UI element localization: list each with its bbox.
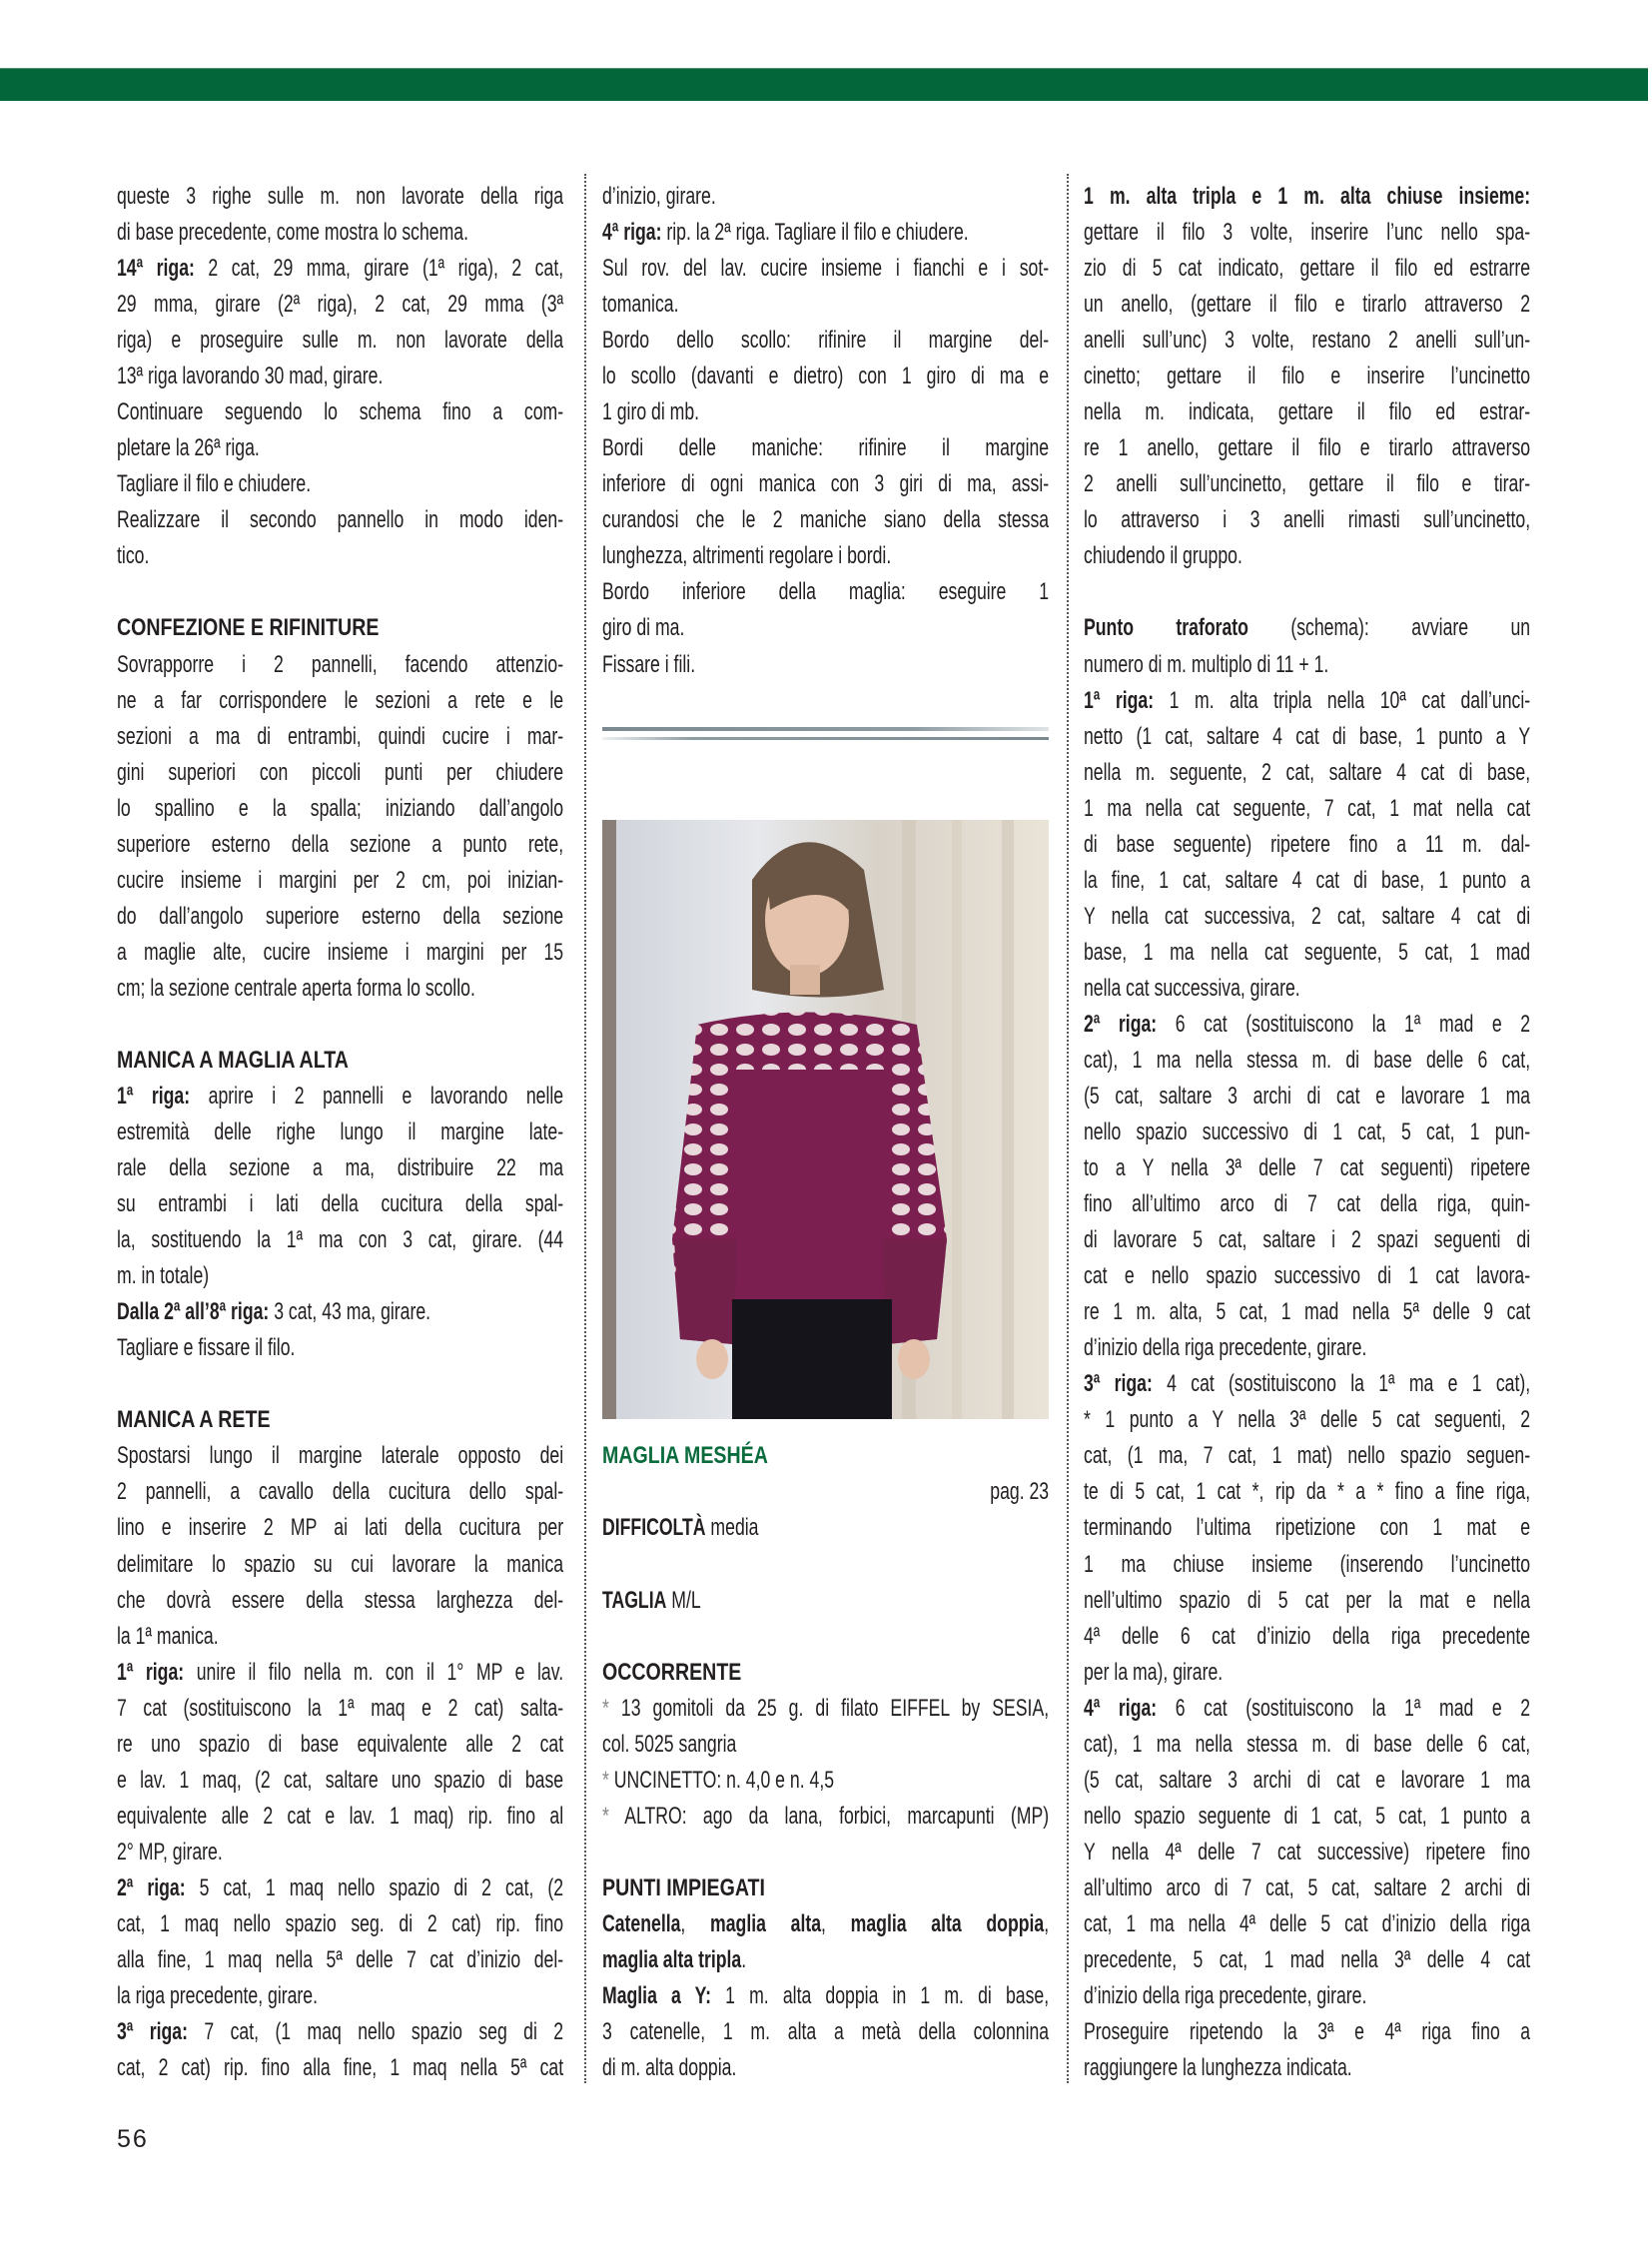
text-line: numero di m. multiplo di 11 + 1. <box>1084 650 1329 678</box>
text-line: nello spazio seguente di 1 cat, 5 cat, 1 punto a <box>1084 1802 1531 1830</box>
text-line <box>1084 1691 1530 1727</box>
text-line: queste 3 righe sulle m. non lavorate della riga <box>117 183 564 210</box>
text-line: (5 cat, saltare 3 archi di cat e lavorare 1 ma <box>1084 1083 1531 1110</box>
text-line: anelli sull’unc) 3 volte, restano 2 anelli sull’un- <box>1084 327 1531 355</box>
text-line: all’ultimo arco di 7 cat, 5 cat, saltare 2 archi di <box>1084 1873 1531 1901</box>
bold-label: 1ª riga: <box>117 1083 191 1110</box>
section-heading: MANICA A MAGLIA ALTA <box>117 1046 349 1074</box>
text-line: la riga precedente, girare. <box>117 1982 319 2009</box>
text-line: cat, 1 maq nello spazio seg. di 2 cat) rip. fino <box>117 1909 564 1937</box>
text-line: nella m. indicata, gettare il filo ed estrar- <box>1084 398 1531 426</box>
text-line: alla fine, 1 maq nella 5ª delle 7 cat d’inizio del- <box>117 1945 564 1973</box>
text-line <box>117 1294 563 1330</box>
text-line: col. 5025 sangria <box>602 1730 737 1758</box>
text-line: nella cat successiva, girare. <box>1084 974 1300 1002</box>
text-line <box>602 1978 1049 2014</box>
bold-label: 4ª riga: <box>602 219 662 247</box>
text-line: d’inizio della riga precedente, girare. <box>1084 1982 1367 2009</box>
text-line <box>117 1870 563 1906</box>
right-column <box>1084 0 1530 2241</box>
text-run: , <box>680 1909 711 1937</box>
text-run: M/L <box>666 1586 701 1614</box>
text-line: tico. <box>117 542 150 570</box>
text-run: 4 cat (sostituiscono la 1ª ma e 1 cat), <box>1152 1370 1531 1398</box>
text-line: precedente, 5 cat, 1 mad nella 3ª delle 4 cat <box>1084 1945 1531 1973</box>
text-line: Realizzare il secondo pannello in modo iden- <box>117 506 564 534</box>
text-line <box>117 2014 563 2050</box>
text-line: cm; la sezione centrale aperta forma lo scollo. <box>117 974 475 1002</box>
text-line: su entrambi i lati della cucitura della spal- <box>117 1190 564 1218</box>
page-reference: pag. 23 <box>990 1478 1050 1506</box>
bold-label: 1 m. alta tripla e 1 m. alta chiuse insieme: <box>1084 183 1531 210</box>
text-line: 7 cat (sostituiscono la 1ª maq e 2 cat) salta- <box>117 1694 564 1722</box>
text-line: curandosi che le 2 maniche siano della stessa <box>602 506 1050 534</box>
text-line <box>117 1079 563 1115</box>
text-run: 2 cat, 29 mma, girare (1ª riga), 2 cat, <box>194 255 564 283</box>
text-run: 6 cat (sostituiscono la 1ª mad e 2 <box>1157 1694 1531 1722</box>
model-photo <box>602 820 1049 1419</box>
text-line: re 1 m. alta, 5 cat, 1 mad nella 5ª delle 9 cat <box>1084 1298 1531 1326</box>
text-line: gettare il filo 3 volte, inserire l’unc nello spa- <box>1084 219 1531 247</box>
text-line: nell’ultimo spazio di 5 cat per la mat e nella <box>1084 1586 1531 1614</box>
text-line: Continuare seguendo lo schema fino a com- <box>117 398 564 426</box>
text-line: netto (1 cat, saltare 4 cat di base, 1 punto a Y <box>1084 722 1531 750</box>
text-line: cat e nello spazio successivo di 1 cat lavora- <box>1084 1262 1531 1290</box>
text-line: lo spallino e la spalla; iniziando dall’angolo <box>117 794 564 822</box>
text-line: zio di 5 cat indicato, gettare il filo ed estrarre <box>1084 255 1531 283</box>
text-line <box>602 1510 1049 1546</box>
text-line: nella m. seguente, 2 cat, saltare 4 cat di base, <box>1084 758 1531 786</box>
text-line <box>1084 1366 1530 1402</box>
text-run: unire il filo nella m. con il 1° MP e lav. <box>184 1658 564 1686</box>
text-run: 13 gomitoli da 25 g. di filato EIFFEL by SESIA, <box>620 1694 1050 1722</box>
text-run: 3 cat, 43 ma, girare. <box>269 1298 431 1326</box>
text-line <box>117 1655 563 1691</box>
text-line: 2 anelli sull’uncinetto, gettare il filo e tirar- <box>1084 470 1531 498</box>
text-line: Tagliare e fissare il filo. <box>117 1334 296 1362</box>
text-run: ALTRO: ago da lana, forbici, marcapunti (MP) <box>624 1802 1050 1830</box>
text-line: Bordo inferiore della maglia: eseguire 1 <box>602 578 1050 606</box>
text-line: Y nella 4ª delle 7 cat successive) ripetere fino <box>1084 1838 1531 1866</box>
text-line: cat, (1 ma, 7 cat, 1 mat) nello spazio seguen- <box>1084 1442 1531 1470</box>
text-line: raggiungere la lunghezza indicata. <box>1084 2054 1352 2082</box>
text-line <box>1084 683 1530 719</box>
text-line: do dall’angolo superiore esterno della sezione <box>117 902 564 930</box>
bullet-asterisk: * <box>602 1694 621 1722</box>
text-line: * 1 punto a Y nella 3ª delle 5 cat seguenti, 2 <box>1084 1406 1531 1434</box>
text-line: Sul rov. del lav. cucire insieme i fianchi e i sot- <box>602 255 1050 283</box>
text-line: cucire insieme i margini per 2 cm, poi inizian- <box>117 866 564 894</box>
bold-label: 1ª riga: <box>1084 686 1155 714</box>
text-run: 6 cat (sostituiscono la 1ª mad e 2 <box>1157 1010 1531 1038</box>
divider-line <box>602 737 1049 740</box>
text-line: te di 5 cat, 1 cat *, rip da * a * fino a fine riga, <box>1084 1478 1531 1506</box>
bold-label: 3ª riga: <box>1084 1370 1153 1398</box>
text-line: 4ª delle 6 cat d’inizio della riga precedente <box>1084 1622 1531 1650</box>
text-line <box>602 1942 1049 1978</box>
text-run: , <box>1044 1909 1050 1937</box>
bold-label: maglia alta tripla <box>602 1945 742 1973</box>
text-line: 2 pannelli, a cavallo della cucitura dello spal- <box>117 1478 564 1506</box>
section-heading: PUNTI IMPIEGATI <box>602 1873 765 1901</box>
text-line: gini superiori con piccoli punti per chiudere <box>117 758 564 786</box>
text-line: Spostarsi lungo il margine laterale opposto dei <box>117 1442 564 1470</box>
text-line: 13ª riga lavorando 30 mad, girare. <box>117 363 384 390</box>
text-line: di m. alta doppia. <box>602 2054 737 2082</box>
text-line: che dovrà essere della stessa larghezza del- <box>117 1586 564 1614</box>
bold-label: 4ª riga: <box>1084 1694 1158 1722</box>
text-line <box>1084 179 1530 215</box>
text-line: la 1ª manica. <box>117 1622 219 1650</box>
text-run: 5 cat, 1 maq nello spazio di 2 cat, (2 <box>185 1873 564 1901</box>
text-run: UNCINETTO: n. 4,0 e n. 4,5 <box>613 1766 835 1794</box>
text-line: e lav. 1 maq, (2 cat, saltare uno spazio di base <box>117 1766 564 1794</box>
bold-label: DIFFICOLTÀ <box>602 1514 706 1542</box>
bold-label: Maglia a Y: <box>602 1982 712 2009</box>
text-line: pletare la 26ª riga. <box>117 434 260 462</box>
text-line: cat), 1 ma nella stessa m. di base delle 6 cat, <box>1084 1730 1531 1758</box>
text-run: , <box>821 1909 851 1937</box>
text-line: (5 cat, saltare 3 archi di cat e lavorare 1 ma <box>1084 1766 1531 1794</box>
text-line: superiore esterno della sezione a punto rete, <box>117 830 564 858</box>
column-separator <box>584 174 586 2083</box>
text-run: aprire i 2 pannelli e lavorando nelle <box>190 1083 564 1110</box>
text-run: (schema): avviare un <box>1247 614 1531 642</box>
bold-label: 14ª riga: <box>117 255 195 283</box>
text-line: per la ma), girare. <box>1084 1658 1224 1686</box>
text-line: a maglie alte, cucire insieme i margini per 15 <box>117 938 564 966</box>
bold-label: Dalla 2ª all’8ª riga: <box>117 1298 270 1326</box>
text-run: 1 m. alta tripla nella 10ª cat dall’unci- <box>1154 686 1531 714</box>
text-line: lo attraverso i 3 anelli rimasti sull’uncinetto, <box>1084 506 1531 534</box>
text-line: di lavorare 5 cat, saltare i 2 spazi seguenti di <box>1084 1226 1531 1254</box>
section-heading: OCCORRENTE <box>602 1658 742 1686</box>
pattern-title: MAGLIA MESHÉA <box>602 1442 768 1470</box>
text-line: Fissare i fili. <box>602 650 696 678</box>
section-heading: CONFEZIONE E RIFINITURE <box>117 614 380 642</box>
text-line: terminando l’ultima ripetizione con 1 mat e <box>1084 1514 1531 1542</box>
bold-label: Catenella <box>602 1909 681 1937</box>
text-line: Sovrapporre i 2 pannelli, facendo attenzio- <box>117 650 564 678</box>
text-line: 1 ma nella cat seguente, 7 cat, 1 mat nella cat <box>1084 794 1531 822</box>
text-line: 3 catenelle, 1 m. alta a metà della colonnina <box>602 2018 1050 2046</box>
text-run: 1 m. alta doppia in 1 m. di base, <box>711 1982 1050 2009</box>
text-line <box>602 1691 1049 1727</box>
text-line: giro di ma. <box>602 614 685 642</box>
page-number: 56 <box>117 2125 149 2153</box>
text-line <box>1084 1007 1530 1043</box>
bold-label: 3ª riga: <box>117 2018 188 2046</box>
text-line: ne a far corrispondere le sezioni a rete e le <box>117 686 564 714</box>
section-heading: MANICA A RETE <box>117 1406 271 1434</box>
text-line: lino e inserire 2 MP ai lati della cucitura per <box>117 1514 564 1542</box>
text-line: d’inizio della riga precedente, girare. <box>1084 1334 1367 1362</box>
text-run: rip. la 2ª riga. Tagliare il filo e chiudere. <box>661 219 969 247</box>
text-line: fino all’ultimo arco di 7 cat della riga, quin- <box>1084 1190 1531 1218</box>
text-line: la, sostituendo la 1ª ma con 3 cat, girare. (44 <box>117 1226 564 1254</box>
text-run: media <box>705 1514 759 1542</box>
text-line: chiudendo il gruppo. <box>1084 542 1242 570</box>
text-line: rale della sezione a ma, distribuire 22 ma <box>117 1154 564 1182</box>
text-line: equivalente alle 2 cat e lav. 1 maq) rip. fino al <box>117 1802 564 1830</box>
text-line <box>602 1763 1049 1799</box>
text-line: to a Y nella 3ª delle 7 cat seguenti) ripetere <box>1084 1154 1531 1182</box>
text-run: 7 cat, (1 maq nello spazio seg di 2 <box>187 2018 564 2046</box>
bold-label: 2ª riga: <box>117 1873 186 1901</box>
text-run: . <box>741 1945 747 1973</box>
divider-line <box>602 727 1049 731</box>
text-line: Y nella cat successiva, 2 cat, saltare 4 cat di <box>1084 902 1531 930</box>
text-line: re 1 anello, gettare il filo e tirarlo attraverso <box>1084 434 1531 462</box>
text-line: riga) e proseguire sulle m. non lavorate della <box>117 327 564 355</box>
text-line: di base precedente, come mostra lo schema. <box>117 219 469 247</box>
text-line: cat, 2 cat) rip. fino alla fine, 1 maq nella 5ª cat <box>117 2054 564 2082</box>
text-line: Bordi delle maniche: rifinire il margine <box>602 434 1050 462</box>
text-line: un anello, (gettare il filo e tirarlo attraverso 2 <box>1084 291 1531 319</box>
text-line: 2° MP, girare. <box>117 1838 223 1866</box>
text-line: delimitare lo spazio su cui lavorare la manica <box>117 1550 564 1578</box>
text-line <box>602 215 1049 251</box>
bullet-asterisk: * <box>602 1766 614 1794</box>
column-separator <box>1067 174 1069 2083</box>
text-line <box>1084 610 1530 646</box>
bold-label: 1ª riga: <box>117 1658 185 1686</box>
text-line: base, 1 ma nella cat seguente, 5 cat, 1 mad <box>1084 938 1531 966</box>
text-line: Tagliare il filo e chiudere. <box>117 470 312 498</box>
text-line: cat, 1 ma nella 4ª delle 5 cat d’inizio della riga <box>1084 1909 1531 1937</box>
text-line <box>602 1799 1049 1835</box>
text-line: di base seguente) ripetere fino a 11 m. dal- <box>1084 830 1531 858</box>
text-line: lo scollo (davanti e dietro) con 1 giro di ma e <box>602 363 1050 390</box>
text-line: tomanica. <box>602 291 679 319</box>
text-line: estremità delle righe lungo il margine late- <box>117 1119 564 1146</box>
text-line: 29 mma, girare (2ª riga), 2 cat, 29 mma (3ª <box>117 291 564 319</box>
text-line: nello spazio successivo di 1 cat, 5 cat, 1 pun- <box>1084 1119 1531 1146</box>
bold-label: TAGLIA <box>602 1586 667 1614</box>
text-line: lunghezza, altrimenti regolare i bordi. <box>602 542 892 570</box>
text-line: Bordo dello scollo: rifinire il margine del- <box>602 327 1050 355</box>
text-line: re uno spazio di base equivalente alle 2 cat <box>117 1730 564 1758</box>
text-line: sezioni a ma di entrambi, quindi cucire i mar- <box>117 722 564 750</box>
text-line: m. in totale) <box>117 1262 210 1290</box>
text-line <box>602 1583 1049 1619</box>
text-line <box>117 251 563 287</box>
left-column <box>117 0 563 2241</box>
bullet-asterisk: * <box>602 1802 625 1830</box>
text-line: d’inizio, girare. <box>602 183 716 210</box>
text-line: la fine, 1 cat, saltare 4 cat di base, 1 punto a <box>1084 866 1531 894</box>
text-line: inferiore di ogni manica con 3 giri di ma, assi- <box>602 470 1050 498</box>
bold-label: 2ª riga: <box>1084 1010 1158 1038</box>
text-line: 1 giro di mb. <box>602 398 700 426</box>
middle-column <box>602 0 1049 2241</box>
bold-label: maglia alta <box>710 1909 822 1937</box>
text-line <box>602 1906 1049 1942</box>
bold-label: Punto traforato <box>1084 614 1248 642</box>
text-line: cinetto; gettare il filo e inserire l’uncinetto <box>1084 363 1531 390</box>
text-line: 1 ma chiuse insieme (inserendo l’uncinetto <box>1084 1550 1531 1578</box>
text-line: Proseguire ripetendo la 3ª e 4ª riga fino a <box>1084 2018 1531 2046</box>
bold-label: maglia alta doppia <box>850 1909 1045 1937</box>
text-line: cat), 1 ma nella stessa m. di base delle 6 cat, <box>1084 1046 1531 1074</box>
